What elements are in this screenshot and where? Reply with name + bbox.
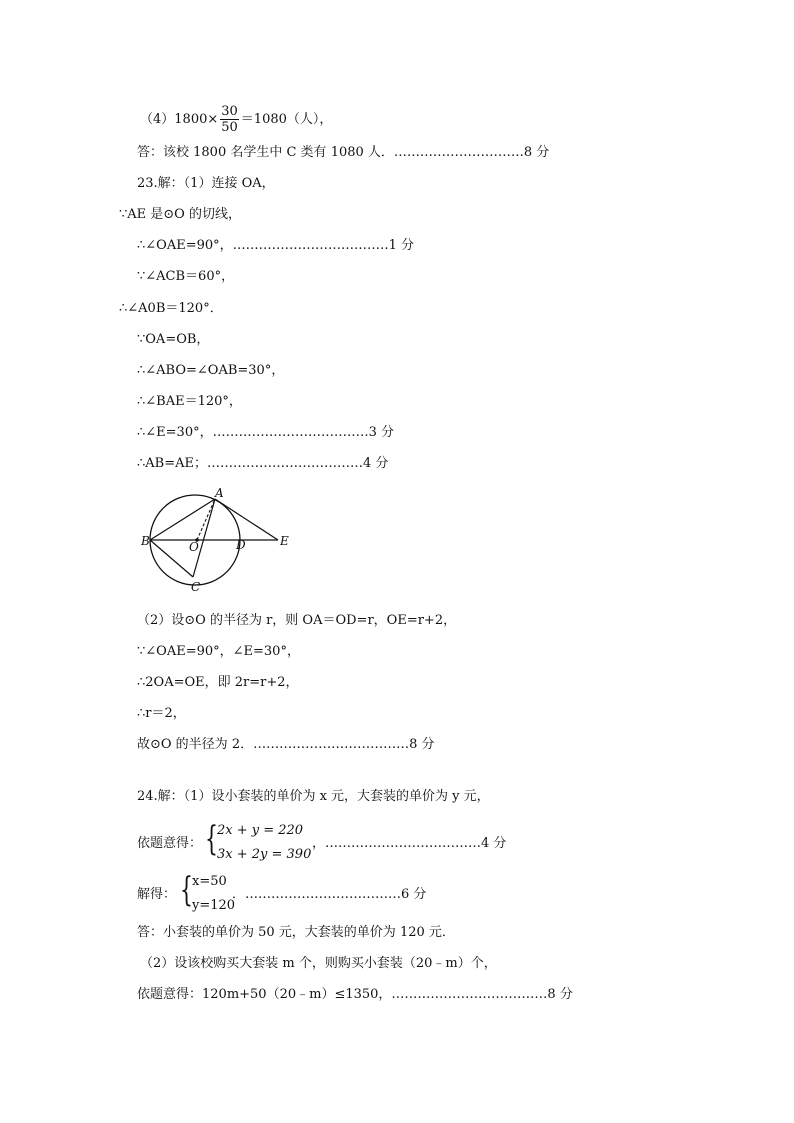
sol-label: 解得： — [137, 887, 177, 902]
solution-x: x=50 — [192, 874, 227, 889]
fraction-numerator: 30 — [221, 104, 238, 119]
eq-label: 依题意得： — [137, 836, 203, 851]
circle-tangent-figure — [135, 485, 300, 595]
sol-brace: { — [180, 870, 193, 910]
part4-suffix: ＝1080（人）， — [240, 112, 333, 127]
answer-24: 答：小套装的单价为 50 元，大套装的单价为 120 元． — [137, 925, 455, 940]
q24-part2-1: （2）设该校购买大套装 m 个，则购买小套装（20﹣m）个， — [140, 956, 497, 971]
q24-title: 24.解：（1）设小套装的单价为 x 元，大套装的单价为 y 元， — [137, 789, 490, 804]
label-a: A — [215, 486, 224, 500]
eq-brace: { — [205, 819, 218, 859]
fraction — [220, 104, 239, 135]
part4-line — [140, 104, 332, 135]
q24-part2-2: 依题意得：120m+50（20﹣m）≤1350，………………………………8 分 — [137, 987, 573, 1002]
q23-line-1: ∵AE 是⊙O 的切线， — [119, 207, 241, 222]
q23-line-3: ∵∠ACB＝60°， — [137, 269, 235, 284]
q23-line-6: ∴∠ABO=∠OAB=30°， — [137, 363, 285, 378]
line-bc — [150, 540, 193, 577]
label-b: B — [141, 534, 150, 548]
fraction-denominator: 50 — [221, 120, 238, 135]
q23-line-9: ∴AB=AE；………………………………4 分 — [137, 456, 389, 471]
q23-part2-5: 故⊙O 的半径为 2．………………………………8 分 — [137, 737, 435, 752]
equation-2: 3x + 2y = 390 — [217, 847, 312, 862]
q23-part2-4: ∴r＝2， — [137, 706, 186, 721]
label-c: C — [191, 580, 201, 594]
eq-tail: ，………………………………4 分 — [312, 836, 507, 851]
q23-part2-1: （2）设⊙O 的半径为 r，则 OA＝OD=r，OE=r+2， — [137, 613, 457, 628]
answer-22: 答：该校 1800 名学生中 C 类有 1080 人．…………………………8 分 — [137, 145, 550, 160]
q23-line-8: ∴∠E=30°，………………………………3 分 — [137, 425, 394, 440]
label-e: E — [280, 534, 289, 548]
q23-line-7: ∴∠BAE＝120°， — [137, 394, 242, 409]
q23-line-5: ∵OA=OB， — [137, 332, 210, 347]
label-o: O — [189, 540, 199, 554]
part4-prefix: （4）1800× — [140, 112, 219, 127]
line-ae — [215, 499, 278, 540]
label-d: D — [236, 538, 246, 552]
equation-1: 2x + y = 220 — [217, 823, 304, 838]
sol-tail: ．………………………………6 分 — [232, 887, 427, 902]
q23-line-2: ∴∠OAE=90°，………………………………1 分 — [137, 238, 415, 253]
q23-part2-2: ∵∠OAE=90°，∠E=30°， — [137, 644, 300, 659]
q23-line-4: ∴∠A0B＝120°． — [119, 301, 223, 316]
q23-title: 23.解：（1）连接 OA， — [137, 176, 275, 191]
q23-part2-3: ∴2OA=OE，即 2r=r+2， — [137, 675, 299, 690]
solution-y: y=120 — [192, 898, 236, 913]
